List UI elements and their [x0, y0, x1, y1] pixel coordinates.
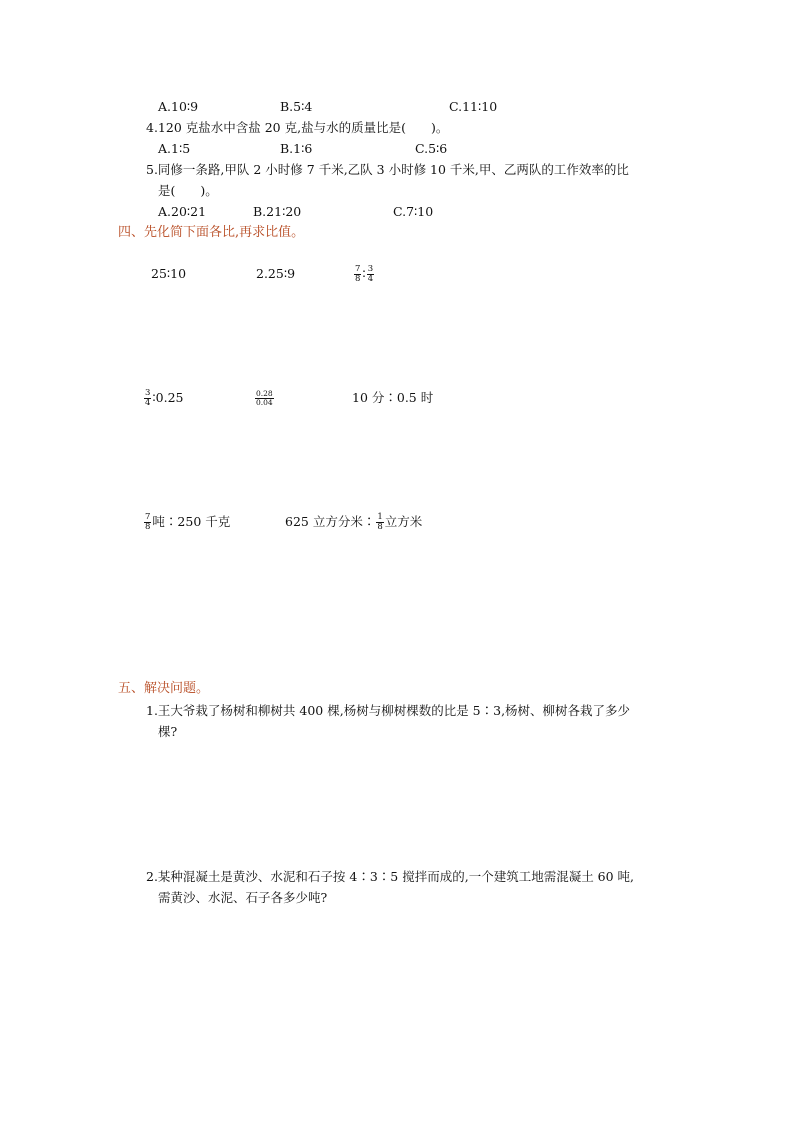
section4-title: 四、先化简下面各比,再求比值。 — [118, 225, 305, 240]
q3-option-b: B.5∶4 — [280, 99, 313, 114]
q3-option-c: C.11∶10 — [449, 99, 498, 114]
ratio-2-25-9: 2.25∶9 — [256, 266, 296, 281]
fraction-3-4: $\frac{3}{4}$ — [367, 264, 374, 284]
ratio-3-4-0-25: $\frac{3}{4}$ ∶0.25 — [145, 388, 184, 408]
ratio-7-8-ton-250-kg: $\frac{7}{8}$ 吨∶250 千克 — [145, 512, 231, 532]
fraction-3-4: $\frac{3}{4}$ — [145, 388, 151, 408]
problem1-line1: 1.王大爷栽了杨树和柳树共 400 棵,杨树与柳树棵数的比是 5∶3,杨树、柳树各栽了多少 — [146, 703, 631, 718]
ratio-625-dm3-1-8-m3: 625 立方分米∶ $\frac{1}{8}$ 立方米 — [285, 512, 423, 532]
q4-option-a: A.1∶5 — [158, 141, 191, 156]
q5-option-a: A.20∶21 — [158, 204, 207, 219]
problem1-line2: 棵? — [158, 724, 178, 739]
q4-text: 4.120 克盐水中含盐 20 克,盐与水的质量比是( )。 — [146, 120, 449, 135]
q3-option-a: A.10∶9 — [158, 99, 199, 114]
q4-option-c: C.5∶6 — [415, 141, 448, 156]
fraction-1-8: $\frac{1}{8}$ — [377, 512, 383, 532]
section5-title: 五、解决问题。 — [118, 681, 210, 696]
ratio-25-10: 25∶10 — [151, 266, 187, 281]
q5-option-c: C.7∶10 — [393, 204, 434, 219]
q5-option-b: B.21∶20 — [253, 204, 302, 219]
fraction-7-8: $\frac{7}{8}$ — [355, 264, 361, 284]
q4-option-b: B.1∶6 — [280, 141, 313, 156]
q5-line1: 5.同修一条路,甲队 2 小时修 7 千米,乙队 3 小时修 10 千米,甲、乙两队的工作效率的比 — [146, 162, 629, 177]
fraction-7-8: $\frac{7}{8}$ — [145, 512, 151, 532]
ratio-10min-0-5h: 10 分∶0.5 时 — [352, 390, 434, 405]
problem2-line2: 需黄沙、水泥、石子各多少吨? — [158, 890, 328, 905]
q5-line2: 是( )。 — [158, 183, 218, 198]
fraction-0-28-0-04: $\frac{0.28}{0.04}$ — [256, 389, 273, 407]
ratio-fraction-7-8-3-4: $\frac{7}{8}$ ∶ $\frac{3}{4}$ — [355, 264, 374, 284]
problem2-line1: 2.某种混凝土是黄沙、水泥和石子按 4∶3∶5 搅拌而成的,一个建筑工地需混凝土 60 吨, — [146, 869, 635, 884]
